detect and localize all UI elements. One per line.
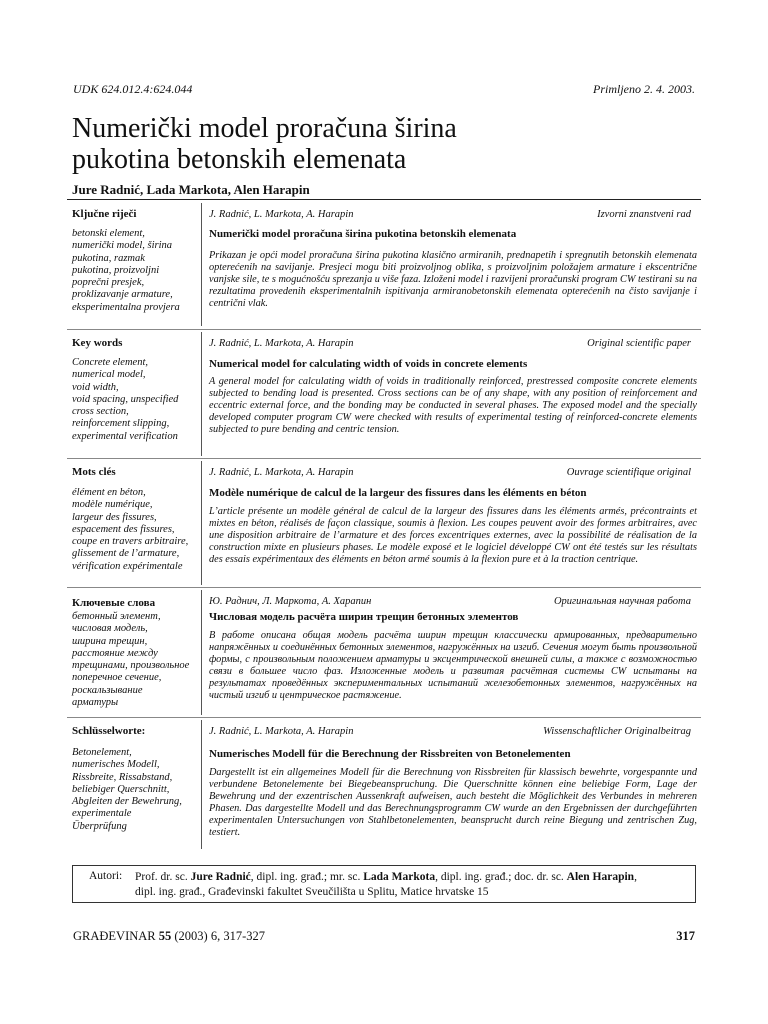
udk-code: UDK 624.012.4:624.044 (73, 82, 193, 96)
keywords-heading: Key words (72, 337, 123, 349)
keywords-heading: Ključne riječi (72, 208, 137, 220)
section-authors: J. Radnić, L. Markota, A. Harapin (209, 338, 354, 349)
keyword-line: расстояние между (72, 647, 158, 659)
keyword-line: Abgleiten der Bewehrung, (72, 796, 182, 808)
keyword-line: числовая модель, (72, 623, 148, 635)
author-name: Jure Radnić (190, 871, 251, 883)
author-name: Alen Harapin (566, 871, 635, 883)
keyword-line: numerički model, širina (72, 240, 173, 252)
keywords-list (72, 228, 198, 314)
keyword-line: Betonelement, (72, 747, 132, 758)
keywords-list (72, 357, 198, 443)
keyword-line: poprečni presjek, (72, 277, 145, 289)
section-divider (67, 458, 701, 459)
keyword-line: Überprüfung (72, 820, 127, 832)
paper-type: Original scientific paper (587, 338, 691, 349)
column-divider (201, 590, 202, 715)
column-divider (201, 332, 202, 456)
section-divider (67, 717, 701, 718)
journal-citation (73, 929, 265, 944)
journal-issue: (2003) 6, 317-327 (171, 929, 266, 943)
affiliation-line-2: dipl. ing. građ., Građevinski fakultet Sveučilišta u Splitu, Matice hrvatske 15 (135, 885, 489, 898)
section-title: Numerisches Modell für die Berechnung der Rissbreiten von Betonelementen (209, 748, 571, 760)
section-title: Modèle numérique de calcul de la largeur des fissures dans les éléments en béton (209, 487, 587, 499)
keyword-line: élément en béton, (72, 487, 146, 498)
keyword-line: coupe en travers arbitraire, (72, 536, 189, 548)
abstract-text: L’article présente un modèle général de calcul de la largeur des fissures dans les éléments armés, précontraints et mixtes en béton, réalisés de façon classique, soumis à flexion. Les coupes peuvent avoir des formes arbitraires, avec une disposition arbitraire de l’armature et des forces excentriques externes, avec la possibilité de réalisation de la construction mixte en plusieurs phases. Le modèle exposé et le logiciel développé CW ont été testés sur les résultats des essais expérimentaux des éléments en béton armé soumis à la flexion pure et à la traction centrique. (209, 506, 697, 565)
section-authors: J. Radnić, L. Markota, A. Harapin (209, 726, 354, 737)
keyword-line: betonski element, (72, 228, 145, 239)
keyword-line: beliebiger Querschnitt, (72, 783, 170, 795)
paper-type: Wissenschaftlicher Originalbeitrag (543, 726, 691, 737)
keyword-line: cross section, (72, 406, 129, 418)
keywords-heading: Schlüsselworte: (72, 725, 146, 737)
column-divider (201, 203, 202, 326)
keyword-line: experimental verification (72, 430, 178, 442)
paper-authors: Jure Radnić, Lada Markota, Alen Harapin (72, 182, 310, 197)
abstract-text: Prikazan je opći model proračuna širina pukotina klasično armiranih, prednapetih i spregnutih betonskih elemenata opterećenih na savijanje. Presjeci mogu biti proizvoljnog oblika, s proizvoljnim položajem armature i ekscentrične vanjske sile, te s mogućnošću sprezanja u više faza. Izloženi model i razvijeni proračunski program CW testirani su na rezultatima provedenih eksperimentalnih ispitivanja armiranobetonskih elemenata opterećenih na čisto savijanje i centrični vlak. (209, 250, 697, 309)
keyword-line: numerisches Modell, (72, 759, 160, 771)
abstract-text: Dargestellt ist ein allgemeines Modell für die Berechnung von Rissbreiten für klassisch bewehrte, vorgespannte und verbundene Betonelemente bei Biegebeanspruchung. Die Querschnitte können eine beliebige Form, Lage der Bewehrung und der exzentrischen Aussenkraft aufweisen, auch besteht die Möglichkeit des Verbundes in mehreren Phasen. Das dargestellte Modell und das Berechnungsprogramm CW wurde an den Ergebnissen der durchgeführten experimentalen Untersuchungen von Stahlbetonelementen, beansprucht durch reine Biegung und zentrischen Zug, testiert. (209, 767, 697, 838)
keyword-line: proklizavanje armature, (72, 289, 173, 301)
journal-volume: 55 (158, 929, 172, 943)
title-line-2: pukotina betonskih elemenata (72, 144, 407, 175)
keywords-list (72, 487, 198, 573)
keyword-line: modèle numérique, (72, 499, 153, 511)
keywords-list (72, 747, 198, 833)
author-affiliation-box (72, 865, 696, 903)
keyword-line: reinforcement slipping, (72, 418, 170, 430)
affiliation-fragment: , dipl. ing. građ.; mr. sc. (250, 871, 364, 883)
column-divider (201, 461, 202, 585)
section-title: Numerical model for calculating width of voids in concrete elements (209, 358, 528, 370)
affiliation-fragment: , (634, 871, 637, 883)
affiliation-text (135, 870, 691, 899)
received-date: Primljeno 2. 4. 2003. (593, 82, 695, 96)
paper-type: Izvorni znanstveni rad (597, 209, 691, 220)
column-divider (201, 720, 202, 849)
keywords-heading: Mots clés (72, 466, 116, 478)
section-title: Числовая модель расчёта ширин трещин бетонных элементов (209, 611, 519, 623)
keyword-line: трещинами, произвольное (72, 660, 190, 672)
keyword-line: Rissbreite, Rissabstand, (72, 771, 173, 783)
keywords-heading: Ключевые слова (72, 597, 156, 609)
page-number: 317 (676, 929, 695, 943)
section-title: Numerički model proračuna širina pukotina betonskih elemenata (209, 228, 517, 240)
keyword-line: роскальзывание (72, 684, 143, 696)
section-divider (67, 329, 701, 330)
journal-name: GRAĐEVINAR (73, 929, 159, 943)
paper-type: Оригинальная научная работа (553, 596, 691, 607)
affiliation-line-1 (135, 870, 691, 885)
abstract-text: В работе описана общая модель расчёта ширин трещин классически армированных, предварительно напряжённых и соединённых бетонных элементов, нагружённых на изгиб. Сечения могут быть произвольной формы, с произвольным положением арматуры и эксцентрической внешней силы, а также с возможностью связи в большее число фаз. Изложенные модель и развитая расчётная системы CW испытаны на результатах проведённых экспериментальных испытаний железобетонных элементов, нагружённых на чистый изгиб и центрическое растяжение. (209, 630, 697, 701)
keyword-line: Concrete element, (72, 357, 148, 368)
keyword-line: espacement des fissures, (72, 523, 175, 535)
keyword-line: бетонный элемент, (72, 611, 161, 622)
keyword-line: eksperimentalna provjera (72, 301, 180, 313)
affiliation-fragment: , dipl. ing. građ.; doc. dr. sc. (435, 871, 567, 883)
keyword-line: vérification expérimentale (72, 560, 183, 572)
affiliation-fragment: Prof. dr. sc. (135, 871, 191, 883)
top-rule (67, 199, 701, 200)
abstract-text: A general model for calculating width of voids in traditionally reinforced, prestressed composite concrete elements subjected to bending load is presented. Cross sections can be of any shape, with any position of reinforcement and eccentric external force, and the bonding may be conducted in several phases. The exposed model and the specially developed computer program CW were checked with results of experimental testing of reinforced-concrete elements subjected to pure bending and centric tension. (209, 376, 697, 435)
paper-title (72, 113, 712, 175)
keyword-line: numerical model, (72, 369, 146, 381)
section-authors: Ю. Раднич, Л. Маркота, А. Харапин (209, 596, 372, 607)
title-line-1: Numerički model proračuna širina (72, 113, 457, 144)
paper-type: Ouvrage scientifique original (566, 467, 691, 478)
keyword-line: pukotina, proizvoljni (72, 264, 160, 276)
keyword-line: void width, (72, 381, 119, 393)
keyword-line: largeur des fissures, (72, 511, 157, 523)
section-authors: J. Radnić, L. Markota, A. Harapin (209, 467, 354, 478)
keyword-line: experimentale (72, 808, 132, 820)
keyword-line: ширина трещин, (72, 635, 148, 647)
author-name: Lada Markota (363, 871, 436, 883)
keyword-line: void spacing, unspecified (72, 393, 179, 405)
affiliation-label: Autori: (89, 870, 123, 882)
keywords-list (72, 611, 198, 709)
keyword-line: glissement de l’armature, (72, 548, 180, 560)
section-authors: J. Radnić, L. Markota, A. Harapin (209, 209, 354, 220)
keyword-line: арматуры (72, 697, 119, 709)
section-divider (67, 587, 701, 588)
keyword-line: поперечное сечение, (72, 672, 162, 684)
keyword-line: pukotina, razmak (72, 252, 145, 264)
